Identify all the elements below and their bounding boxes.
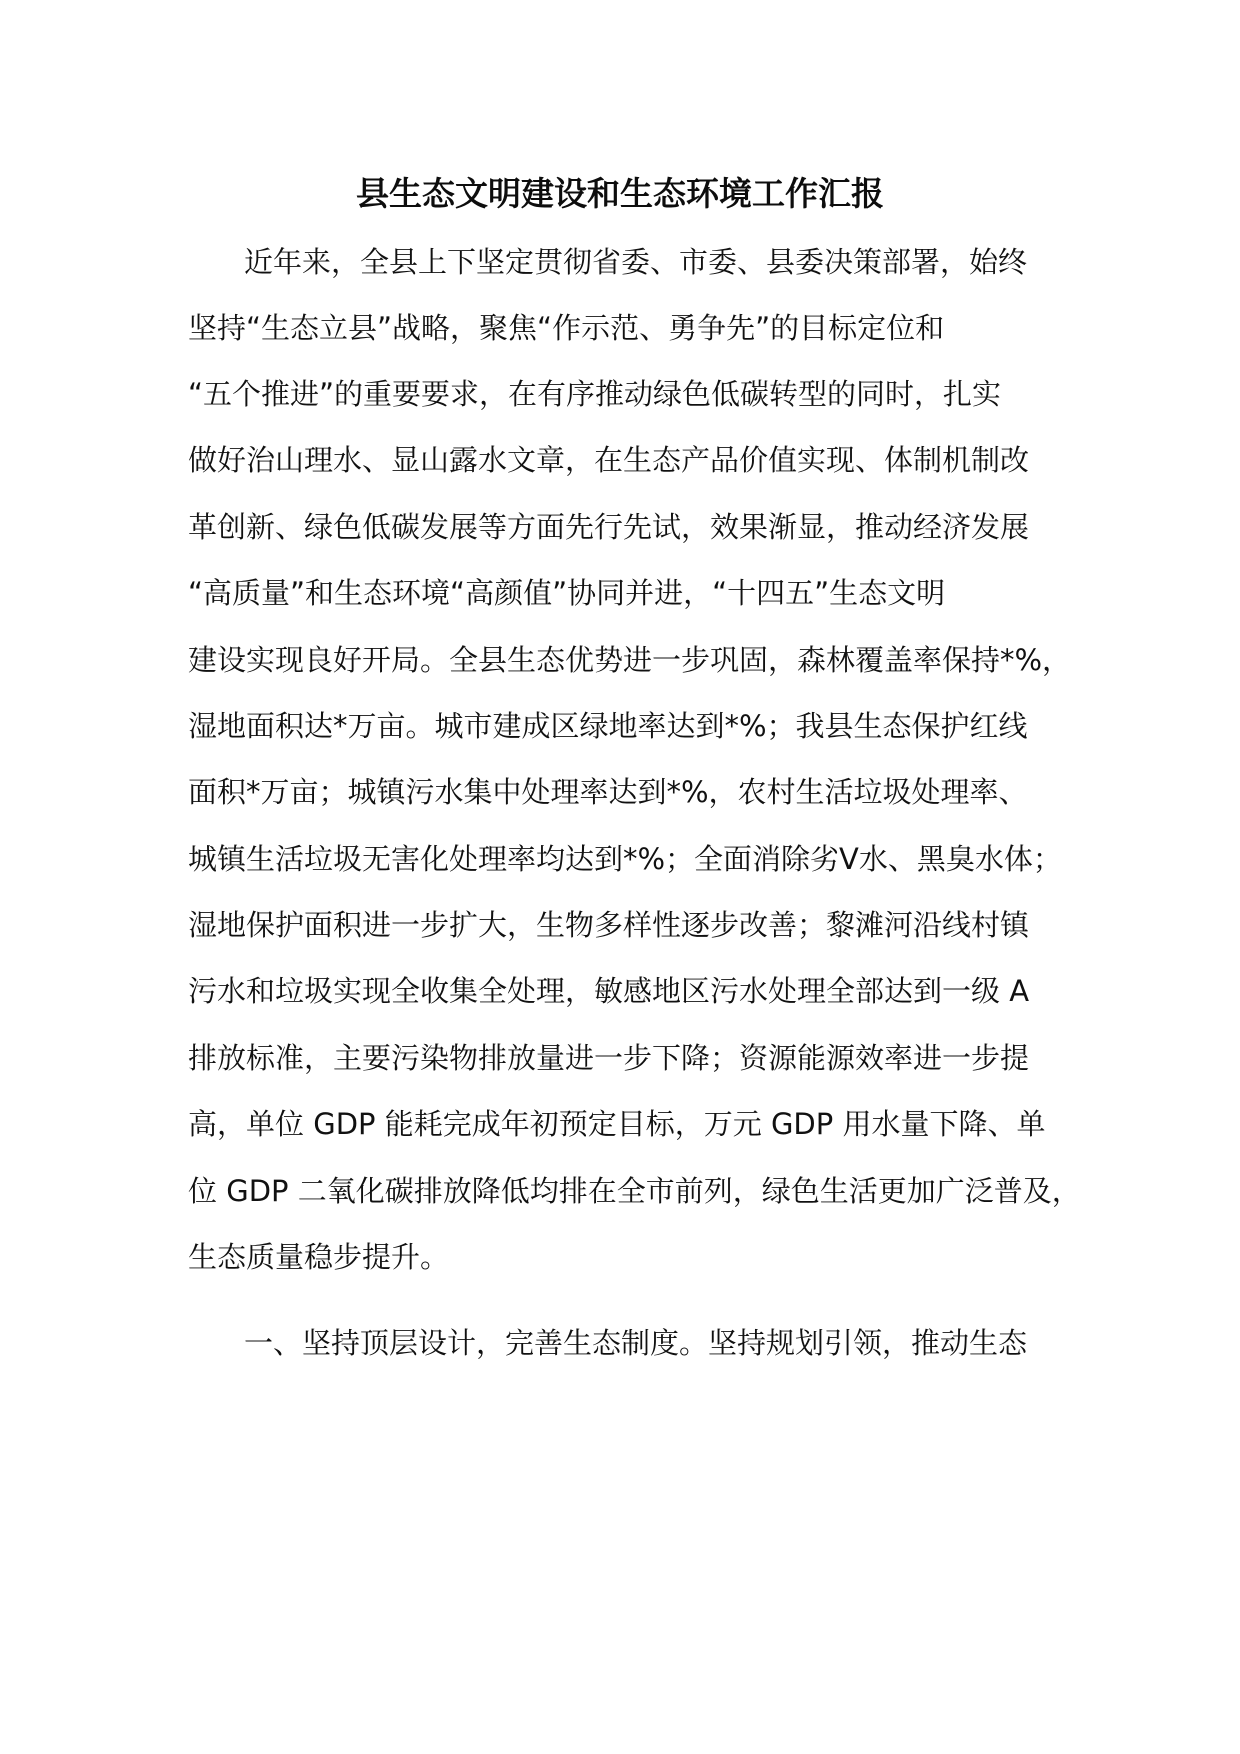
paragraph-1-line: 近年来，全县上下坚定贯彻省委、市委、县委决策部署，始终	[244, 245, 1028, 279]
paragraph-1-line: 做好治山理水、显山露水文章，在生态产品价值实现、体制机制改	[188, 443, 1030, 477]
document-title: 县生态文明建设和生态环境工作汇报	[356, 174, 884, 213]
paragraph-1-line: “高质量”和生态环境“高颜值”协同并进，“十四五”生态文明	[188, 576, 946, 610]
paragraph-1-line: 生态质量稳步提升。	[188, 1240, 450, 1274]
paragraph-1-line: 面积*万亩；城镇污水集中处理率达到*%，农村生活垃圾处理率、	[188, 775, 1028, 809]
paragraph-1-line: 湿地面积达*万亩。城市建成区绿地率达到*%；我县生态保护红线	[188, 709, 1028, 743]
paragraph-1-line: 建设实现良好开局。全县生态优势进一步巩固，森林覆盖率保持*%，	[188, 643, 1072, 677]
paragraph-1-line: 坚持“生态立县”战略，聚焦“作示范、勇争先”的目标定位和	[188, 311, 945, 345]
paragraph-1-line: 位 GDP 二氧化碳排放降低均排在全市前列，绿色生活更加广泛普及，	[188, 1174, 1081, 1208]
paragraph-1-line: 城镇生活垃圾无害化处理率均达到*%；全面消除劣Ⅴ水、黑臭水体；	[188, 842, 1062, 876]
paragraph-2-line: 一、坚持顶层设计，完善生态制度。坚持规划引领，推动生态	[244, 1326, 1028, 1360]
paragraph-1-line: 排放标准，主要污染物排放量进一步下降；资源能源效率进一步提	[188, 1041, 1030, 1075]
paragraph-1-line: 革创新、绿色低碳发展等方面先行先试，效果渐显，推动经济发展	[188, 510, 1030, 544]
paragraph-1-line: 污水和垃圾实现全收集全处理，敏感地区污水处理全部达到一级 A	[188, 974, 1030, 1008]
paragraph-1-line: 湿地保护面积进一步扩大，生物多样性逐步改善；黎滩河沿线村镇	[188, 908, 1030, 942]
paragraph-1-line: “五个推进”的重要要求，在有序推动绿色低碳转型的同时，扎实	[188, 377, 1002, 411]
paragraph-1-line: 高，单位 GDP 能耗完成年初预定目标，万元 GDP 用水量下降、单	[188, 1107, 1046, 1141]
